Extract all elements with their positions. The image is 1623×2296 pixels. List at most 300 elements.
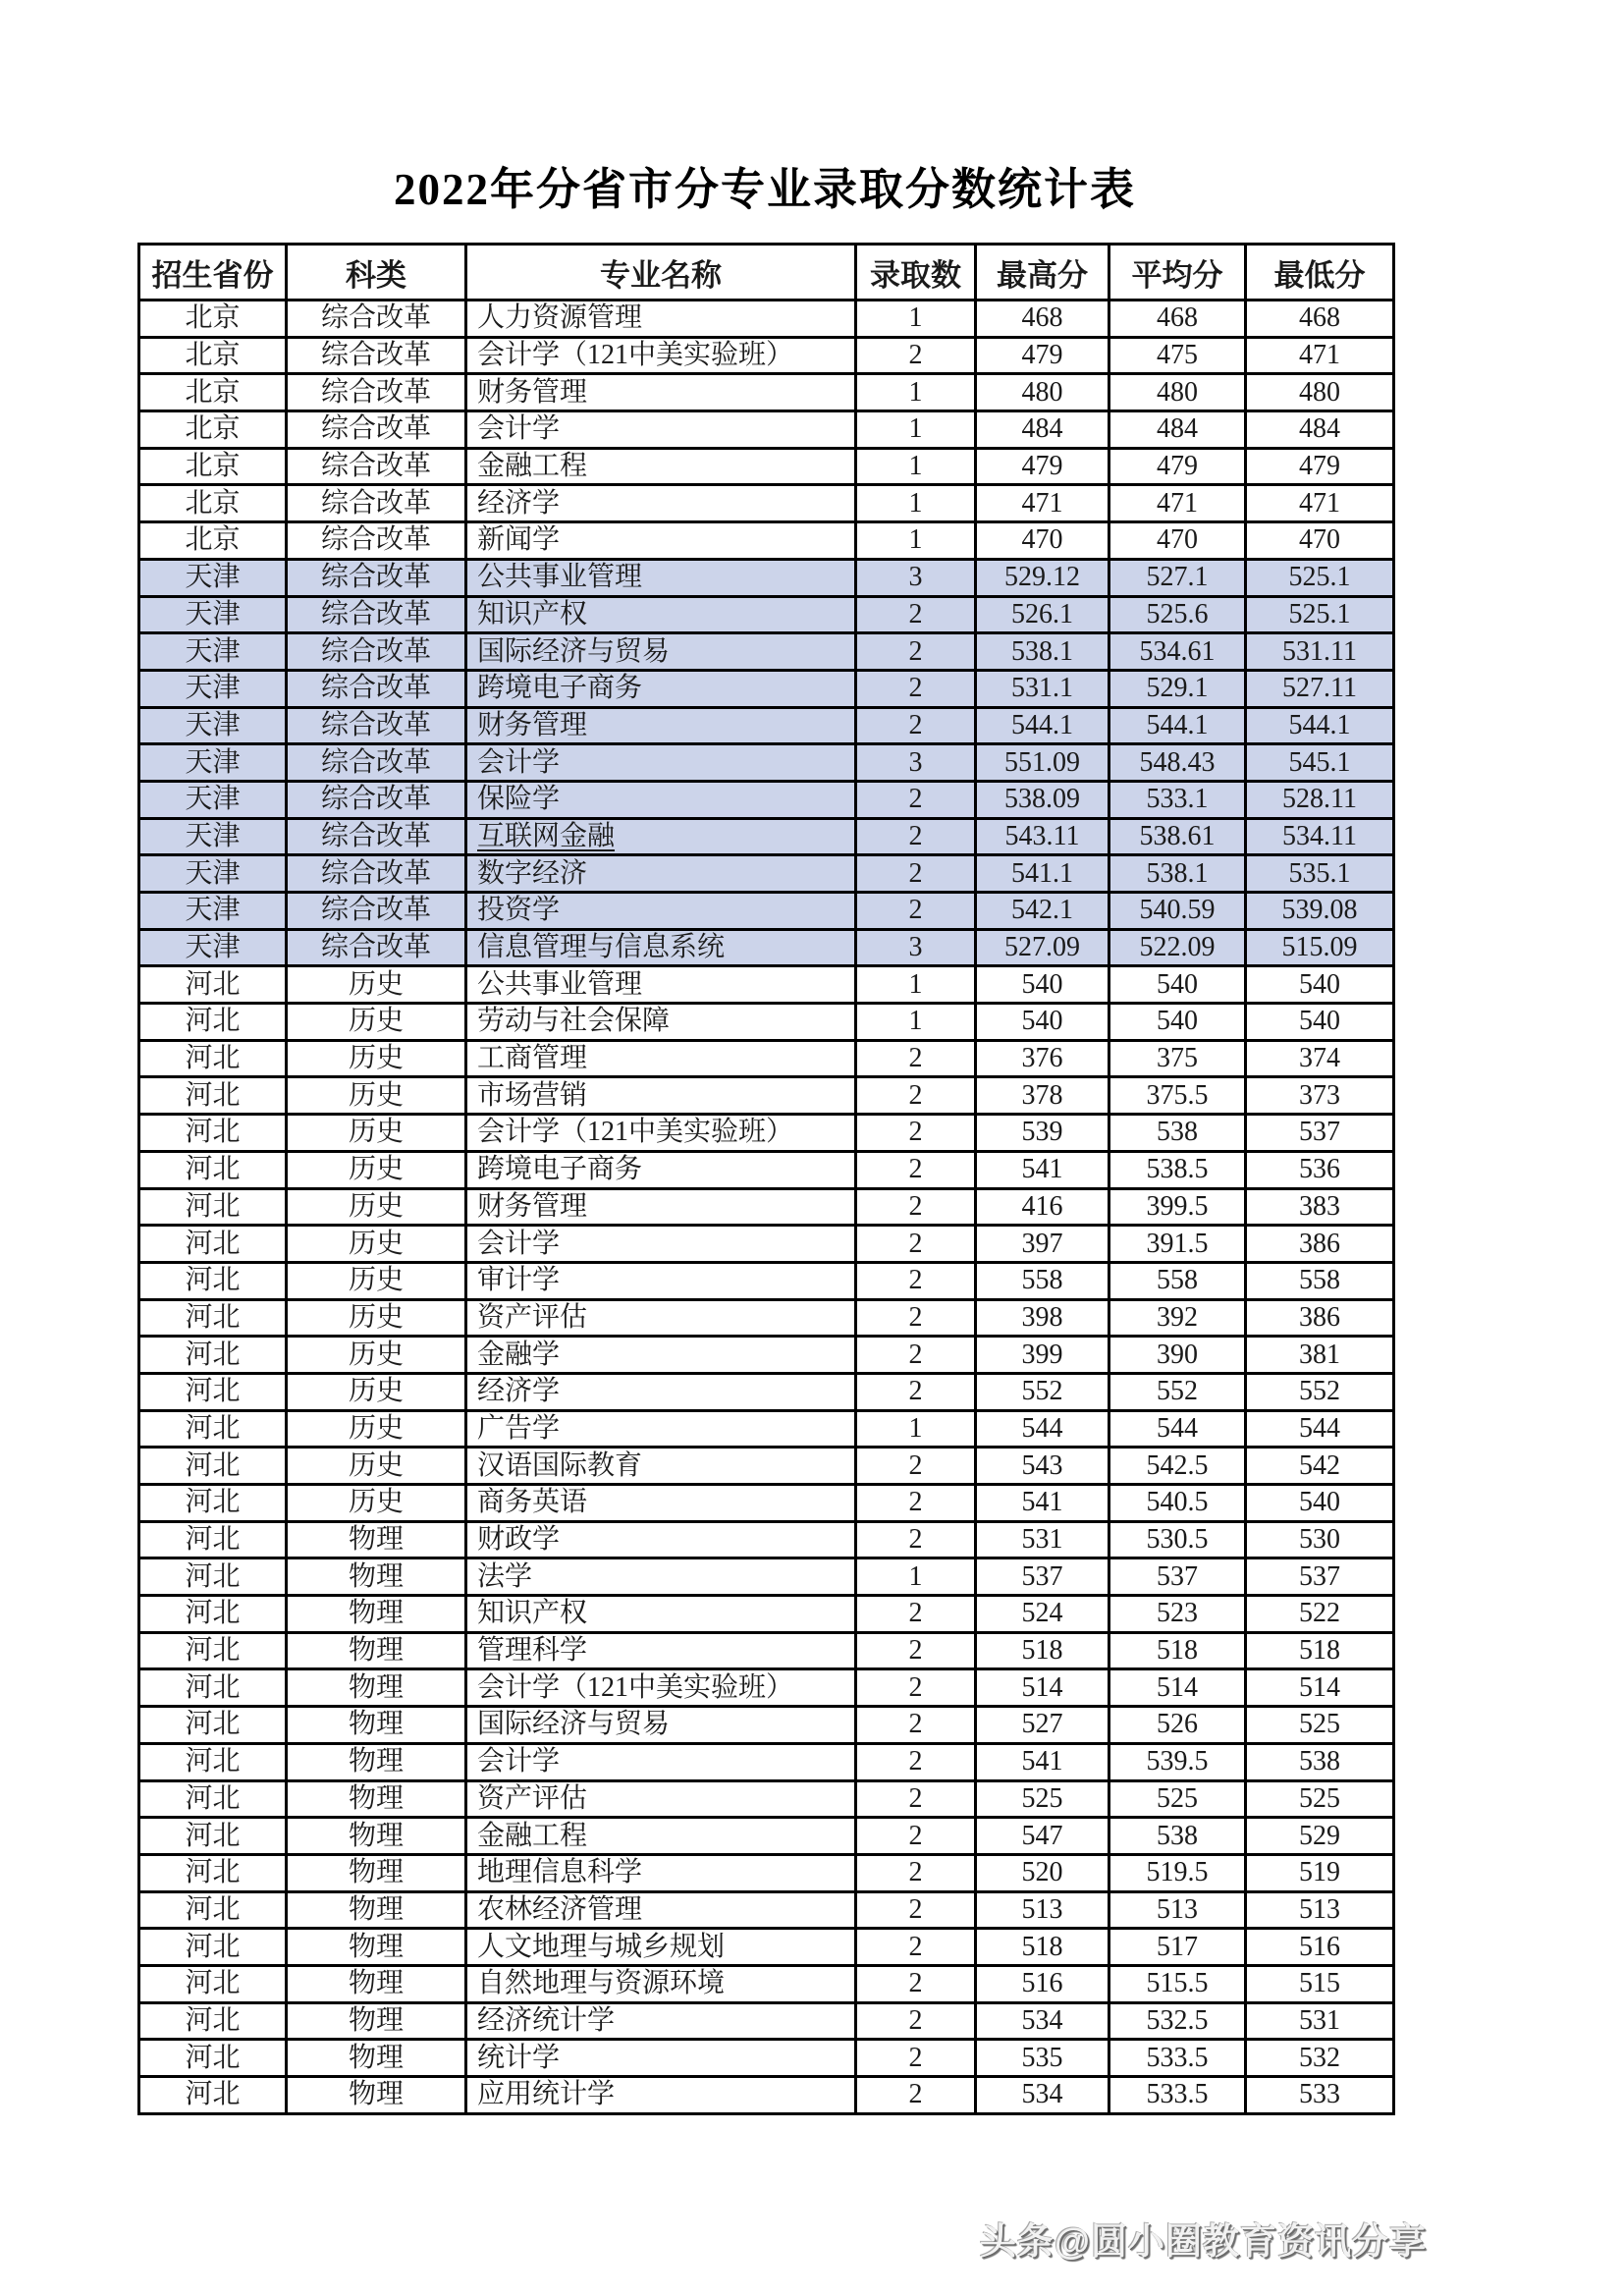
- table-row: [139, 1337, 1394, 1374]
- cell-province: 河北: [139, 1337, 287, 1374]
- cell-avg: 526: [1109, 1707, 1246, 1744]
- cell-max: 378: [976, 1077, 1109, 1115]
- table-row: [139, 1596, 1394, 1633]
- cell-province: 河北: [139, 1596, 287, 1633]
- cell-max: 534: [976, 2002, 1109, 2040]
- cell-province: 天津: [139, 893, 287, 930]
- cell-category: 综合改革: [287, 374, 466, 411]
- cell-major: 财政学: [466, 1521, 856, 1558]
- cell-max: 551.09: [976, 744, 1109, 782]
- cell-count: 2: [856, 1448, 976, 1485]
- cell-category: 物理: [287, 1743, 466, 1780]
- cell-avg: 533.5: [1109, 2077, 1246, 2114]
- cell-max: 398: [976, 1299, 1109, 1337]
- table-row: [139, 1891, 1394, 1929]
- cell-avg: 525.6: [1109, 596, 1246, 633]
- cell-category: 物理: [287, 1632, 466, 1669]
- cell-count: 2: [856, 1780, 976, 1818]
- cell-major: 会计学: [466, 1226, 856, 1263]
- cell-province: 天津: [139, 929, 287, 966]
- cell-count: 2: [856, 1077, 976, 1115]
- cell-max: 538.1: [976, 633, 1109, 671]
- cell-max: 529.12: [976, 559, 1109, 596]
- table-row: [139, 781, 1394, 818]
- table-row: [139, 1558, 1394, 1596]
- cell-avg: 540.5: [1109, 1485, 1246, 1522]
- cell-min: 479: [1246, 448, 1394, 485]
- cell-max: 416: [976, 1188, 1109, 1226]
- cell-avg: 390: [1109, 1337, 1246, 1374]
- cell-major: 工商管理: [466, 1040, 856, 1077]
- cell-province: 天津: [139, 781, 287, 818]
- cell-major: 资产评估: [466, 1299, 856, 1337]
- cell-avg: 471: [1109, 485, 1246, 522]
- cell-category: 综合改革: [287, 485, 466, 522]
- cell-min: 544.1: [1246, 707, 1394, 744]
- table-row: [139, 301, 1394, 338]
- cell-count: 3: [856, 559, 976, 596]
- cell-min: 386: [1246, 1299, 1394, 1337]
- cell-count: 2: [856, 707, 976, 744]
- cell-max: 541: [976, 1743, 1109, 1780]
- cell-major: 会计学: [466, 744, 856, 782]
- cell-min: 529: [1246, 1818, 1394, 1855]
- cell-max: 524: [976, 1596, 1109, 1633]
- cell-avg: 392: [1109, 1299, 1246, 1337]
- cell-count: 1: [856, 485, 976, 522]
- cell-province: 河北: [139, 1854, 287, 1891]
- cell-count: 1: [856, 448, 976, 485]
- cell-category: 综合改革: [287, 781, 466, 818]
- cell-major: 经济学: [466, 1373, 856, 1410]
- cell-major: 国际经济与贸易: [466, 1707, 856, 1744]
- cell-province: 河北: [139, 1040, 287, 1077]
- table-row: [139, 522, 1394, 560]
- cell-count: 2: [856, 1151, 976, 1188]
- cell-max: 526.1: [976, 596, 1109, 633]
- table-row: [139, 374, 1394, 411]
- cell-category: 物理: [287, 1596, 466, 1633]
- cell-count: 2: [856, 1373, 976, 1410]
- table-row: [139, 1707, 1394, 1744]
- cell-province: 北京: [139, 448, 287, 485]
- cell-min: 527.11: [1246, 670, 1394, 707]
- header-cell-max: 最高分: [976, 245, 1109, 301]
- cell-avg: 518: [1109, 1632, 1246, 1669]
- cell-avg: 391.5: [1109, 1226, 1246, 1263]
- cell-major: 劳动与社会保障: [466, 1004, 856, 1041]
- watermark: 头条@圆小圈教育资讯分享: [979, 2221, 1427, 2262]
- cell-count: 1: [856, 966, 976, 1004]
- cell-avg: 548.43: [1109, 744, 1246, 782]
- cell-avg: 525: [1109, 1780, 1246, 1818]
- cell-province: 河北: [139, 1188, 287, 1226]
- cell-major: 经济学: [466, 485, 856, 522]
- table-row: [139, 1632, 1394, 1669]
- cell-avg: 533.5: [1109, 2040, 1246, 2077]
- cell-max: 471: [976, 485, 1109, 522]
- cell-major: 会计学: [466, 411, 856, 449]
- cell-max: 543.11: [976, 818, 1109, 855]
- cell-province: 天津: [139, 670, 287, 707]
- cell-province: 河北: [139, 1669, 287, 1707]
- cell-avg: 513: [1109, 1891, 1246, 1929]
- cell-min: 531.11: [1246, 633, 1394, 671]
- cell-count: 2: [856, 596, 976, 633]
- cell-count: 2: [856, 670, 976, 707]
- cell-count: 2: [856, 855, 976, 893]
- page-title: 2022年分省市分专业录取分数统计表: [393, 165, 1136, 214]
- cell-category: 物理: [287, 1929, 466, 1966]
- cell-max: 541: [976, 1485, 1109, 1522]
- cell-max: 527: [976, 1707, 1109, 1744]
- cell-major: 汉语国际教育: [466, 1448, 856, 1485]
- cell-max: 544: [976, 1410, 1109, 1448]
- cell-avg: 522.09: [1109, 929, 1246, 966]
- cell-province: 河北: [139, 2040, 287, 2077]
- cell-category: 历史: [287, 1373, 466, 1410]
- cell-major: 公共事业管理: [466, 966, 856, 1004]
- table-row: [139, 744, 1394, 782]
- cell-major: 广告学: [466, 1410, 856, 1448]
- cell-count: 1: [856, 411, 976, 449]
- cell-major: 经济统计学: [466, 2002, 856, 2040]
- cell-major: 资产评估: [466, 1780, 856, 1818]
- table-row: [139, 966, 1394, 1004]
- cell-category: 历史: [287, 1115, 466, 1152]
- cell-max: 531: [976, 1521, 1109, 1558]
- cell-major: 法学: [466, 1558, 856, 1596]
- cell-province: 河北: [139, 1521, 287, 1558]
- cell-category: 综合改革: [287, 633, 466, 671]
- cell-category: 物理: [287, 1669, 466, 1707]
- cell-major: 统计学: [466, 2040, 856, 2077]
- cell-max: 539: [976, 1115, 1109, 1152]
- cell-avg: 399.5: [1109, 1188, 1246, 1226]
- cell-min: 532: [1246, 2040, 1394, 2077]
- cell-count: 2: [856, 337, 976, 374]
- cell-min: 528.11: [1246, 781, 1394, 818]
- table-row: [139, 1299, 1394, 1337]
- cell-category: 历史: [287, 1077, 466, 1115]
- cell-min: 531: [1246, 2002, 1394, 2040]
- cell-province: 河北: [139, 1743, 287, 1780]
- cell-count: 2: [856, 2040, 976, 2077]
- cell-avg: 532.5: [1109, 2002, 1246, 2040]
- cell-max: 537: [976, 1558, 1109, 1596]
- cell-category: 物理: [287, 1780, 466, 1818]
- cell-province: 河北: [139, 1115, 287, 1152]
- cell-avg: 552: [1109, 1373, 1246, 1410]
- cell-min: 480: [1246, 374, 1394, 411]
- cell-category: 综合改革: [287, 893, 466, 930]
- header-cell-min: 最低分: [1246, 245, 1394, 301]
- header-cell-major: 专业名称: [466, 245, 856, 301]
- cell-count: 2: [856, 1299, 976, 1337]
- cell-max: 535: [976, 2040, 1109, 2077]
- cell-max: 479: [976, 448, 1109, 485]
- cell-category: 综合改革: [287, 301, 466, 338]
- cell-min: 383: [1246, 1188, 1394, 1226]
- cell-count: 2: [856, 1965, 976, 2002]
- cell-avg: 539.5: [1109, 1743, 1246, 1780]
- cell-major: 商务英语: [466, 1485, 856, 1522]
- table-row: [139, 1780, 1394, 1818]
- cell-province: 河北: [139, 1632, 287, 1669]
- cell-max: 544.1: [976, 707, 1109, 744]
- cell-count: 2: [856, 781, 976, 818]
- cell-avg: 517: [1109, 1929, 1246, 1966]
- cell-major: 知识产权: [466, 596, 856, 633]
- table-row: [139, 2002, 1394, 2040]
- cell-avg: 523: [1109, 1596, 1246, 1633]
- cell-major: 管理科学: [466, 1632, 856, 1669]
- cell-count: 1: [856, 1410, 976, 1448]
- cell-province: 河北: [139, 1965, 287, 2002]
- cell-category: 综合改革: [287, 596, 466, 633]
- cell-min: 540: [1246, 966, 1394, 1004]
- cell-category: 历史: [287, 1004, 466, 1041]
- cell-province: 天津: [139, 818, 287, 855]
- cell-min: 533: [1246, 2077, 1394, 2114]
- cell-province: 河北: [139, 2002, 287, 2040]
- cell-province: 北京: [139, 485, 287, 522]
- cell-min: 537: [1246, 1115, 1394, 1152]
- cell-min: 545.1: [1246, 744, 1394, 782]
- cell-min: 518: [1246, 1632, 1394, 1669]
- cell-avg: 475: [1109, 337, 1246, 374]
- cell-major: 会计学: [466, 1743, 856, 1780]
- cell-major: 人文地理与城乡规划: [466, 1929, 856, 1966]
- cell-min: 522: [1246, 1596, 1394, 1633]
- cell-avg: 542.5: [1109, 1448, 1246, 1485]
- table-row: [139, 1669, 1394, 1707]
- table-row: [139, 1373, 1394, 1410]
- cell-max: 516: [976, 1965, 1109, 2002]
- cell-avg: 479: [1109, 448, 1246, 485]
- cell-avg: 540: [1109, 1004, 1246, 1041]
- cell-count: 2: [856, 1485, 976, 1522]
- cell-avg: 530.5: [1109, 1521, 1246, 1558]
- table-row: [139, 929, 1394, 966]
- cell-avg: 540: [1109, 966, 1246, 1004]
- cell-max: 479: [976, 337, 1109, 374]
- table-row: [139, 1965, 1394, 2002]
- cell-province: 河北: [139, 1891, 287, 1929]
- cell-province: 河北: [139, 1929, 287, 1966]
- cell-major: 信息管理与信息系统: [466, 929, 856, 966]
- cell-max: 527.09: [976, 929, 1109, 966]
- cell-major: 自然地理与资源环境: [466, 1965, 856, 2002]
- cell-category: 历史: [287, 1410, 466, 1448]
- cell-count: 2: [856, 2077, 976, 2114]
- cell-min: 516: [1246, 1929, 1394, 1966]
- cell-min: 558: [1246, 1262, 1394, 1299]
- cell-min: 534.11: [1246, 818, 1394, 855]
- cell-count: 2: [856, 1632, 976, 1669]
- cell-count: 2: [856, 1929, 976, 1966]
- cell-major: 国际经济与贸易: [466, 633, 856, 671]
- cell-min: 484: [1246, 411, 1394, 449]
- cell-count: 2: [856, 1226, 976, 1263]
- cell-major: 会计学（121中美实验班）: [466, 337, 856, 374]
- cell-count: 2: [856, 1818, 976, 1855]
- cell-count: 2: [856, 1040, 976, 1077]
- table-row: [139, 1115, 1394, 1152]
- cell-avg: 484: [1109, 411, 1246, 449]
- cell-major: 财务管理: [466, 707, 856, 744]
- table-row: [139, 1226, 1394, 1263]
- cell-province: 河北: [139, 1004, 287, 1041]
- cell-category: 历史: [287, 1262, 466, 1299]
- cell-avg: 480: [1109, 374, 1246, 411]
- cell-category: 综合改革: [287, 855, 466, 893]
- cell-category: 物理: [287, 1854, 466, 1891]
- cell-min: 538: [1246, 1743, 1394, 1780]
- cell-max: 531.1: [976, 670, 1109, 707]
- cell-province: 河北: [139, 1151, 287, 1188]
- cell-province: 河北: [139, 1262, 287, 1299]
- table-row: [139, 1077, 1394, 1115]
- cell-count: 2: [856, 1596, 976, 1633]
- cell-avg: 538.5: [1109, 1151, 1246, 1188]
- table-row: [139, 707, 1394, 744]
- cell-min: 470: [1246, 522, 1394, 560]
- cell-max: 513: [976, 1891, 1109, 1929]
- cell-max: 534: [976, 2077, 1109, 2114]
- cell-count: 2: [856, 1669, 976, 1707]
- cell-avg: 534.61: [1109, 633, 1246, 671]
- cell-category: 综合改革: [287, 559, 466, 596]
- cell-major: 地理信息科学: [466, 1854, 856, 1891]
- cell-category: 历史: [287, 1448, 466, 1485]
- cell-min: 468: [1246, 301, 1394, 338]
- cell-category: 历史: [287, 1040, 466, 1077]
- cell-count: 2: [856, 2002, 976, 2040]
- table-row: [139, 485, 1394, 522]
- cell-province: 天津: [139, 707, 287, 744]
- cell-avg: 538.1: [1109, 855, 1246, 893]
- cell-major: 跨境电子商务: [466, 670, 856, 707]
- cell-count: 1: [856, 374, 976, 411]
- cell-min: 373: [1246, 1077, 1394, 1115]
- cell-province: 河北: [139, 1226, 287, 1263]
- cell-max: 520: [976, 1854, 1109, 1891]
- cell-avg: 538: [1109, 1818, 1246, 1855]
- cell-category: 物理: [287, 1818, 466, 1855]
- cell-category: 物理: [287, 2040, 466, 2077]
- cell-min: 471: [1246, 485, 1394, 522]
- cell-min: 386: [1246, 1226, 1394, 1263]
- table-row: [139, 855, 1394, 893]
- cell-max: 540: [976, 1004, 1109, 1041]
- table-row: [139, 1854, 1394, 1891]
- cell-major: 公共事业管理: [466, 559, 856, 596]
- cell-count: 3: [856, 744, 976, 782]
- cell-category: 历史: [287, 1485, 466, 1522]
- cell-avg: 537: [1109, 1558, 1246, 1596]
- cell-province: 北京: [139, 301, 287, 338]
- table-row: [139, 893, 1394, 930]
- header-cell-count: 录取数: [856, 245, 976, 301]
- cell-count: 1: [856, 1004, 976, 1041]
- cell-avg: 533.1: [1109, 781, 1246, 818]
- cell-major: 审计学: [466, 1262, 856, 1299]
- table-row: [139, 1929, 1394, 1966]
- cell-max: 541: [976, 1151, 1109, 1188]
- cell-count: 1: [856, 1558, 976, 1596]
- cell-category: 历史: [287, 1226, 466, 1263]
- cell-min: 525.1: [1246, 559, 1394, 596]
- cell-max: 468: [976, 301, 1109, 338]
- cell-province: 河北: [139, 1558, 287, 1596]
- table-row: [139, 1410, 1394, 1448]
- table-row: [139, 1521, 1394, 1558]
- cell-major: 会计学（121中美实验班）: [466, 1669, 856, 1707]
- cell-avg: 529.1: [1109, 670, 1246, 707]
- cell-major: 知识产权: [466, 1596, 856, 1633]
- cell-province: 河北: [139, 1448, 287, 1485]
- cell-max: 543: [976, 1448, 1109, 1485]
- cell-category: 物理: [287, 1965, 466, 2002]
- cell-major: 投资学: [466, 893, 856, 930]
- cell-avg: 514: [1109, 1669, 1246, 1707]
- cell-province: 河北: [139, 1707, 287, 1744]
- table-row: [139, 1040, 1394, 1077]
- cell-max: 538.09: [976, 781, 1109, 818]
- cell-province: 北京: [139, 337, 287, 374]
- cell-major: 金融学: [466, 1337, 856, 1374]
- cell-province: 河北: [139, 966, 287, 1004]
- cell-min: 519: [1246, 1854, 1394, 1891]
- cell-category: 综合改革: [287, 818, 466, 855]
- cell-category: 综合改革: [287, 448, 466, 485]
- cell-max: 399: [976, 1337, 1109, 1374]
- cell-major: 互联网金融: [466, 818, 856, 855]
- cell-major: 会计学（121中美实验班）: [466, 1115, 856, 1152]
- cell-min: 542: [1246, 1448, 1394, 1485]
- cell-max: 552: [976, 1373, 1109, 1410]
- cell-major: 跨境电子商务: [466, 1151, 856, 1188]
- cell-province: 河北: [139, 1077, 287, 1115]
- cell-max: 470: [976, 522, 1109, 560]
- cell-max: 558: [976, 1262, 1109, 1299]
- cell-category: 综合改革: [287, 337, 466, 374]
- cell-category: 综合改革: [287, 707, 466, 744]
- cell-category: 综合改革: [287, 411, 466, 449]
- cell-province: 天津: [139, 744, 287, 782]
- cell-major: 金融工程: [466, 448, 856, 485]
- cell-count: 1: [856, 522, 976, 560]
- cell-count: 2: [856, 1743, 976, 1780]
- table-row: [139, 1485, 1394, 1522]
- cell-major: 新闻学: [466, 522, 856, 560]
- cell-province: 北京: [139, 522, 287, 560]
- table-row: [139, 1743, 1394, 1780]
- cell-min: 544: [1246, 1410, 1394, 1448]
- cell-avg: 515.5: [1109, 1965, 1246, 2002]
- cell-min: 374: [1246, 1040, 1394, 1077]
- cell-major: 金融工程: [466, 1818, 856, 1855]
- table-body: [139, 301, 1394, 2114]
- table-row: [139, 2077, 1394, 2114]
- cell-count: 1: [856, 301, 976, 338]
- cell-category: 物理: [287, 1891, 466, 1929]
- cell-category: 历史: [287, 1188, 466, 1226]
- table-row: [139, 1151, 1394, 1188]
- cell-min: 539.08: [1246, 893, 1394, 930]
- cell-province: 北京: [139, 411, 287, 449]
